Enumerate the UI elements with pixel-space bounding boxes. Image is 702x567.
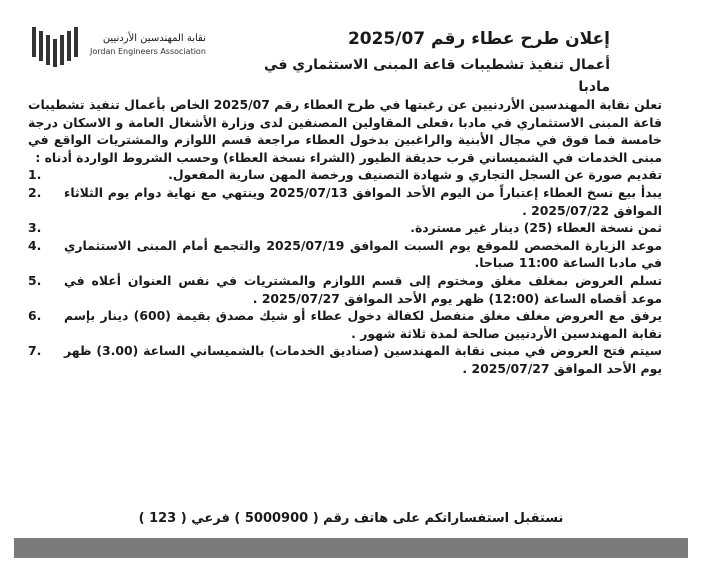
condition-number: 2. xyxy=(28,184,42,200)
condition-text: يبدأ بيع نسخ العطاء إعتباراً من اليوم الأحد الموافق 2025/07/13 وينتهي مع نهاية دوام يوم الثلاثاء الموافق 2025/07/22 . xyxy=(64,184,662,218)
condition-item xyxy=(28,166,662,184)
conditions-list xyxy=(28,166,662,377)
condition-number: 7. xyxy=(28,343,42,359)
condition-number: 3. xyxy=(28,220,42,236)
logo-text xyxy=(90,32,206,58)
condition-item xyxy=(28,184,662,219)
condition-text: موعد الزيارة المخصص للموقع يوم السبت الموافق 2025/07/19 والتجمع أمام المبنى الاستثماري في مادبا الساعة 11:00 صباحا. xyxy=(64,237,662,271)
logo-name-ar: نقابة المهندسين الأردنيين xyxy=(102,33,206,44)
condition-item xyxy=(28,219,662,237)
page-subtitle: أعمال تنفيذ تشطيبات قاعة المبنى الاستثماري في مادبا xyxy=(264,57,610,95)
condition-number: 1. xyxy=(28,167,42,183)
condition-text: تسلم العروض بمغلف مغلق ومختوم إلى قسم اللوازم والمشتريات في نفس العنوان أعلاه في موعد أقصاه الساعة (12:00) ظهر يوم الأحد الموافق 2025/07/27 . xyxy=(64,272,662,306)
announcement-body xyxy=(28,96,662,378)
condition-text: سيتم فتح العروض في مبنى نقابة المهندسين (صناديق الخدمات) بالشميساني الساعة (3.00) ظهر يوم الأحد الموافق 2025/07/27 . xyxy=(64,343,662,376)
title-block xyxy=(230,28,610,98)
condition-item xyxy=(28,237,662,272)
condition-number: 5. xyxy=(28,272,42,288)
condition-text: يرفق مع العروض مغلف مغلق منفصل لكفالة دخول عطاء أو شيك مصدق بقيمة (600) دينار بإسم نقابة المهندسين الأردنيين صالحة لمدة ثلاثة شهور . xyxy=(64,308,662,341)
logo-name-en: Jordan Engineers Association xyxy=(90,47,206,56)
condition-text: تقديم صورة عن السجل التجاري و شهادة التصنيف ورخصة المهن سارية المفعول. xyxy=(168,167,662,183)
intro-paragraph: تعلن نقابة المهندسين الأردنيين عن رغبتها في طرح العطاء رقم 2025/07 الخاص بأعمال تنفيذ تشطيبات قاعة المبنى الاستثماري في مادبا ،فعلى المقاولين المصنفين لدى وزارة الأشغال العامة و الاسكان درجة خامسة فما فوق في مجال الأبنية والراغبين بدخول العطاء مراجعة قسم اللوازم والمشتريات الواقع في مبنى الخدمات في الشميساني قرب حديقة الطيور (الشراء نسخة العطاء) وحسب الشروط الواردة أدناه : xyxy=(28,97,662,165)
condition-number: 4. xyxy=(28,237,42,253)
condition-item xyxy=(28,272,662,307)
jea-logo-icon xyxy=(30,21,84,69)
condition-item xyxy=(28,342,662,377)
condition-number: 6. xyxy=(28,308,42,324)
footer-bar xyxy=(14,538,688,558)
contact-line: نستقبل استفساراتكم على هاتف رقم ( 5000900 ) فرعي ( 123 ) xyxy=(138,511,564,526)
jea-logo xyxy=(30,16,220,74)
page-title: إعلان طرح عطاء رقم 2025/07 xyxy=(347,29,610,49)
condition-text: ثمن نسخة العطاء (25) دينار غير مستردة. xyxy=(410,220,662,236)
condition-item xyxy=(28,307,662,342)
